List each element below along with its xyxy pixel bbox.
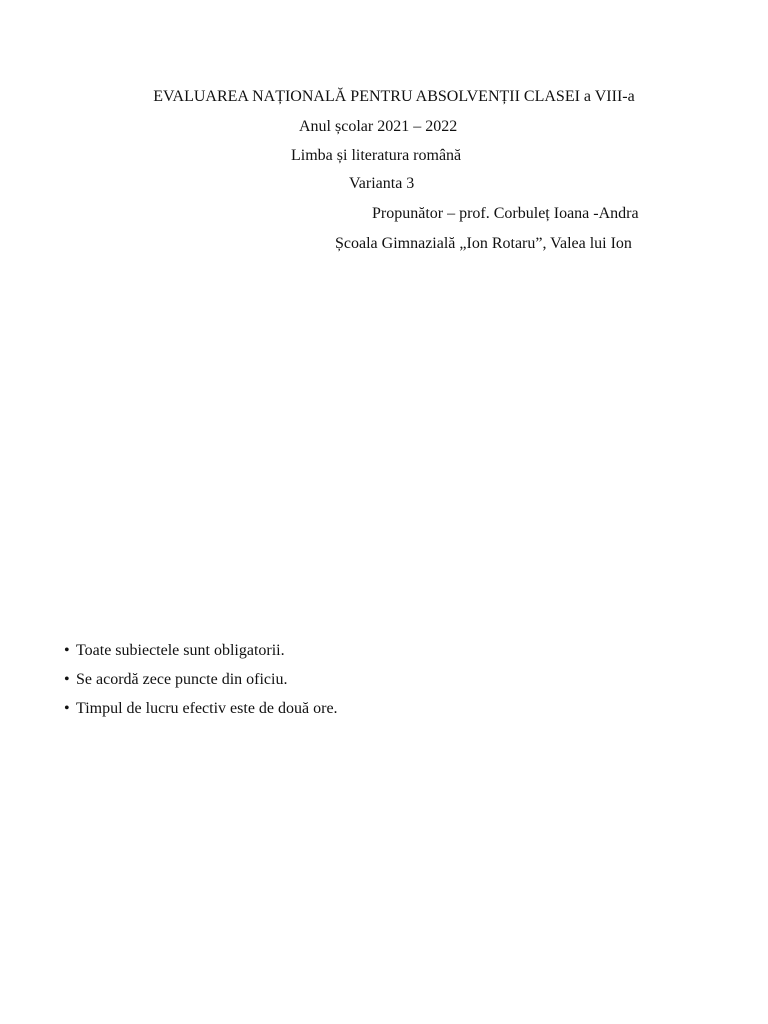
bullet-icon: • (64, 700, 70, 717)
author: Propunător – prof. Corbuleț Ioana -Andra (372, 205, 639, 222)
instruction-item (64, 670, 338, 699)
subject: Limba și literatura română (291, 147, 462, 164)
instruction-text: Timpul de lucru efectiv este de două ore. (76, 700, 338, 717)
bullet-icon: • (64, 642, 70, 659)
instructions-list (64, 641, 338, 728)
instruction-item (64, 641, 338, 670)
school-year: Anul școlar 2021 – 2022 (299, 118, 458, 135)
bullet-icon: • (64, 671, 70, 688)
variant: Varianta 3 (349, 175, 415, 192)
exam-title: EVALUAREA NAȚIONALĂ PENTRU ABSOLVENȚII CLASEI a VIII-a (153, 88, 635, 105)
instruction-text: Se acordă zece puncte din oficiu. (76, 671, 288, 688)
school: Școala Gimnazială „Ion Rotaru”, Valea lui Ion (335, 235, 632, 252)
instruction-text: Toate subiectele sunt obligatorii. (76, 642, 285, 659)
instruction-item (64, 699, 338, 728)
